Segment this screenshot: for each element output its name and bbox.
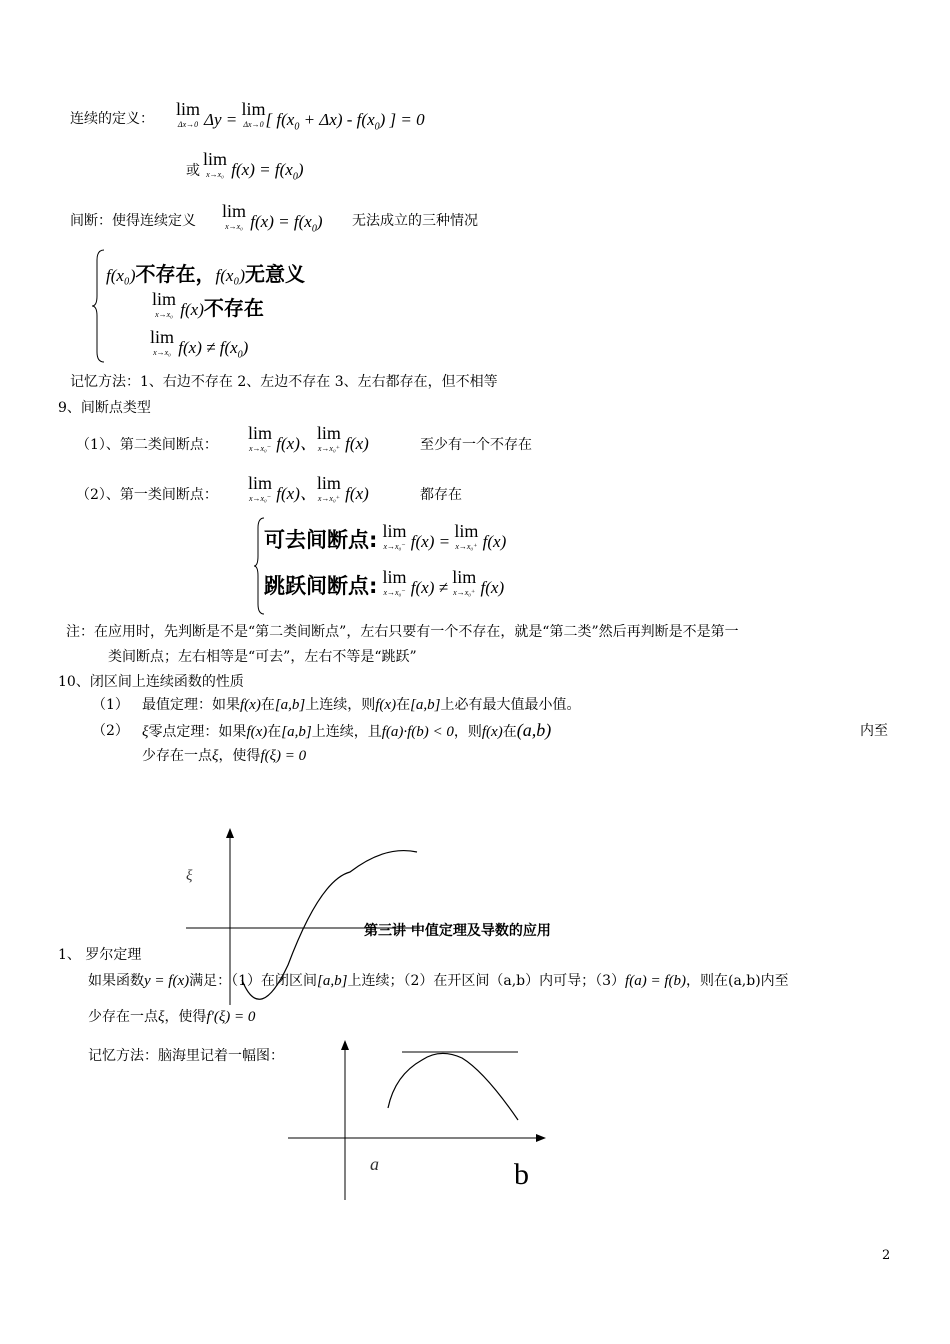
rolle-line-2: 少存在一点ξ，使得f′(ξ) = 0 [88, 1009, 256, 1025]
type1-label: （2）、第一类间断点： [76, 487, 218, 503]
rolle-title: 1、 罗尔定理 [58, 947, 142, 963]
theorem-2-tail: 内至 [860, 723, 888, 739]
note-line-2: 类间断点；左右相等是“可去”，左右不等是“跳跃” [108, 649, 417, 665]
theorem-2-number: （2） [92, 723, 129, 739]
removable-row: 可去间断点: lim x→x₀⁻ f(x) = lim x→x₀⁺ f(x) [264, 521, 507, 552]
discontinuity-suffix: 无法成立的三种情况 [352, 213, 478, 229]
rolle-memory: 记忆方法：脑海里记着一幅图： [88, 1048, 284, 1064]
section-10-title: 10、闭区间上连续函数的性质 [58, 674, 244, 690]
b-label: b [514, 1158, 529, 1191]
type1-formula: lim x→x₀⁻ f(x)、 lim x→x₀⁺ f(x) [248, 473, 369, 503]
case-3: lim x→x₀ $f(x) \ne f(x_0)$ [150, 327, 249, 361]
lim-operator: lim Δx→0 [241, 99, 266, 129]
memory-method-1: 记忆方法：1、右边不存在 2、左边不存在 3、左右都存在，但不相等 [70, 374, 498, 390]
continuity-formula-2: lim x→x₀ $f(x) = f(x_0)$ [203, 149, 304, 183]
case-2: lim x→x₀ f(x)不存在 [152, 289, 264, 320]
discontinuity-prefix: 间断：使得连续定义 [70, 213, 196, 229]
discontinuity-formula: lim x→x₀ $f(x) = f(x_0)$ [222, 201, 323, 235]
theorem-1-number: （1） [92, 697, 129, 713]
case-brace [92, 250, 106, 362]
type2-text: 至少有一个不存在 [420, 437, 532, 453]
jump-row: 跳跃间断点: lim x→x₀⁻ f(x) ≠ lim x→x₀⁺ f(x) [264, 567, 505, 598]
theorem-2-line-2: 少存在一点ξ，使得f(ξ) = 0 [142, 748, 307, 764]
case-1: f(x₀)不存在，f(x₀)无意义 [106, 262, 306, 286]
lim-operator: lim Δx→0 [176, 99, 201, 129]
a-label: a [370, 1154, 379, 1174]
type2-formula: lim x→x₀⁻ f(x)、 lim x→x₀⁺ f(x) [248, 423, 369, 453]
or-label: 或 [186, 163, 200, 179]
xi-label: ξ [186, 868, 193, 884]
continuity-label: 连续的定义： [70, 111, 154, 127]
rolle-line-1: 如果函数y = f(x)满足：（1）在闭区间[a,b]上连续；（2）在开区间（a,b）内可导；（3）f(a) = f(b)，则在(a,b)内至 [88, 973, 789, 989]
section-9-title: 9、间断点类型 [58, 400, 151, 416]
type2-label: （1）、第二类间断点： [76, 437, 218, 453]
lecture-3-title: 第三讲 中值定理及导数的应用 [364, 923, 551, 939]
theorem-1: 最值定理：如果f(x)在[a,b]上连续，则f(x)在[a,b]上必有最大值最小值。 [142, 697, 581, 713]
page-number: 2 [882, 1248, 891, 1263]
theorem-2: ξ零点定理：如果f(x)在[a,b]上连续，且f(a)·f(b) < 0，则f(x)在(a,b) [142, 720, 552, 740]
continuity-formula-1: lim Δx→0 Δy = lim Δx→0 [ $f(x_0 + \Delta x) - f(x_0)$ ] = 0 [176, 99, 425, 133]
type1-text: 都存在 [420, 487, 462, 503]
note-line-1: 注：在应用时，先判断是不是“第二类间断点”，左右只要有一个不存在，就是“第二类”然后再判断是不是第一 [66, 624, 739, 640]
